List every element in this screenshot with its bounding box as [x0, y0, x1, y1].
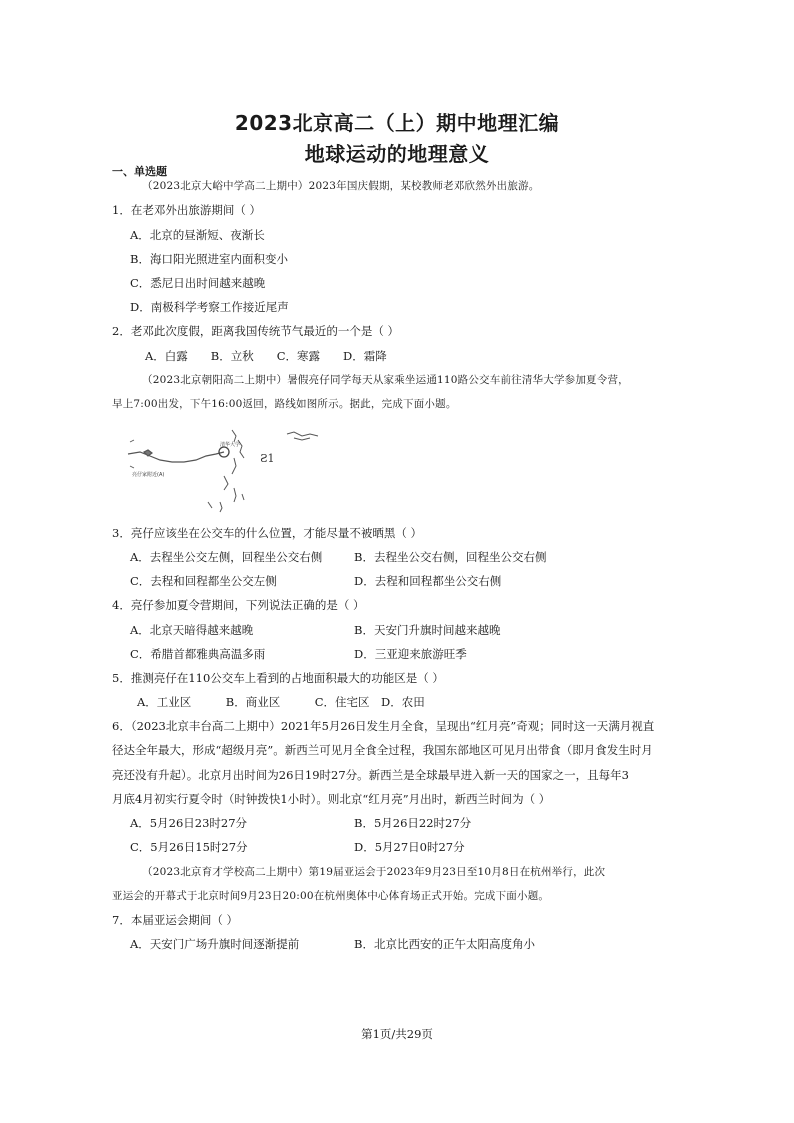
question-1-option-c: C．悉尼日出时间越来越晚 [130, 276, 266, 290]
question-6-option-c: C．5月26日15时27分 [130, 840, 248, 854]
question-7-option-a: A．天安门广场升旗时间逐渐提前 [130, 937, 300, 951]
question-1-option-d: D．南极科学考察工作接近尾声 [130, 300, 289, 314]
map-label-home: 亮仔家附近(A) [132, 472, 165, 478]
document-subtitle: 地球运动的地理意义 [304, 142, 490, 166]
intro-text-2-line-2: 早上7:00出发，下午16:00返回，路线如图所示。据此，完成下面小题。 [112, 398, 457, 410]
question-3-stem: 3．亮仔应该坐在公交车的什么位置，才能尽量不被晒黑（ ） [112, 526, 422, 540]
intro-text-3-line-2: 亚运会的开幕式于北京时间9月23日20:00在杭州奥体中心体育场正式开始。完成下面小题。 [112, 890, 550, 902]
document-title: 2023北京高二（上）期中地理汇编 [234, 111, 560, 135]
question-6-line-1: 6．（2023北京丰台高二上期中）2021年5月26日发生月全食，呈现出“红月亮”奇观；同时这一天满月视直 [112, 719, 655, 733]
map-label-school: 清华大学 [220, 442, 241, 448]
question-7-option-b: B．北京比西安的正午太阳高度角小 [354, 937, 535, 951]
question-4-option-c: C．希腊首都雅典高温多雨 [130, 647, 266, 661]
question-3-option-a: A．去程坐公交左侧，回程坐公交右侧 [130, 550, 323, 564]
question-6-option-b: B．5月26日22时27分 [354, 816, 472, 830]
question-1-option-a: A．北京的昼渐短、夜渐长 [130, 228, 265, 242]
question-5-options: A．工业区 B．商业区 C．住宅区 D．农田 [137, 695, 425, 709]
question-4-option-a: A．北京天暗得越来越晚 [130, 623, 254, 637]
question-6-line-3: 亮还没有升起）。北京月出时间为26日19时27分。新西兰是全球最早进入新一天的国家之一，且每年3 [112, 768, 629, 782]
intro-text-2-line-1: （2023北京朝阳高二上期中）暑假亮仔同学每天从家乘坐运通110路公交车前往清华大学参加夏令营， [142, 374, 629, 386]
question-6-line-4: 月底4月初实行夏令时（时钟拨快1小时）。则北京“红月亮”月出时，新西兰时间为（ ） [112, 792, 551, 806]
question-6-line-2: 径达全年最大，形成“超级月亮”。新西兰可见月全食全过程，我国东部地区可见月出带食（即月食发生时月 [112, 743, 653, 757]
intro-text-3-line-1: （2023北京育才学校高二上期中）第19届亚运会于2023年9月23日至10月8日在杭州举行，此次 [142, 866, 606, 878]
map-symbol: Ƨ1 [260, 452, 275, 465]
question-4-stem: 4．亮仔参加夏令营期间，下列说法正确的是（ ） [112, 598, 365, 612]
question-1-option-b: B．海口阳光照进室内面积变小 [130, 252, 288, 266]
question-2-stem: 2．老邓此次度假，距离我国传统节气最近的一个是（ ） [112, 324, 399, 338]
question-6-option-a: A．5月26日23时27分 [130, 816, 248, 830]
question-3-option-d: D．去程和回程都坐公交右侧 [354, 574, 502, 588]
page-footer: 第1页/共29页 [361, 1027, 433, 1041]
bus-route-line [128, 452, 224, 462]
question-4-option-d: D．三亚迎来旅游旺季 [354, 647, 467, 661]
question-7-stem: 7．本届亚运会期间（ ） [112, 913, 238, 927]
question-6-option-d: D．5月27日0时27分 [354, 840, 465, 854]
question-3-option-c: C．去程和回程都坐公交左侧 [130, 574, 277, 588]
question-3-option-b: B．去程坐公交右侧，回程坐公交右侧 [354, 550, 547, 564]
question-2-options: A．白露 B．立秋 C．寒露 D．霜降 [145, 349, 387, 363]
intro-text-1: （2023北京大峪中学高二上期中）2023年国庆假期，某校教师老邓欣然外出旅游。 [142, 180, 540, 192]
question-5-stem: 5．推测亮仔在110公交车上看到的占地面积最大的功能区是（ ） [112, 671, 444, 685]
bus-route-map [124, 422, 329, 514]
section-heading: 一、单选题 [112, 165, 167, 178]
question-1-stem: 1．在老邓外出旅游期间（ ） [112, 203, 261, 217]
question-4-option-b: B．天安门升旗时间越来越晚 [354, 623, 501, 637]
